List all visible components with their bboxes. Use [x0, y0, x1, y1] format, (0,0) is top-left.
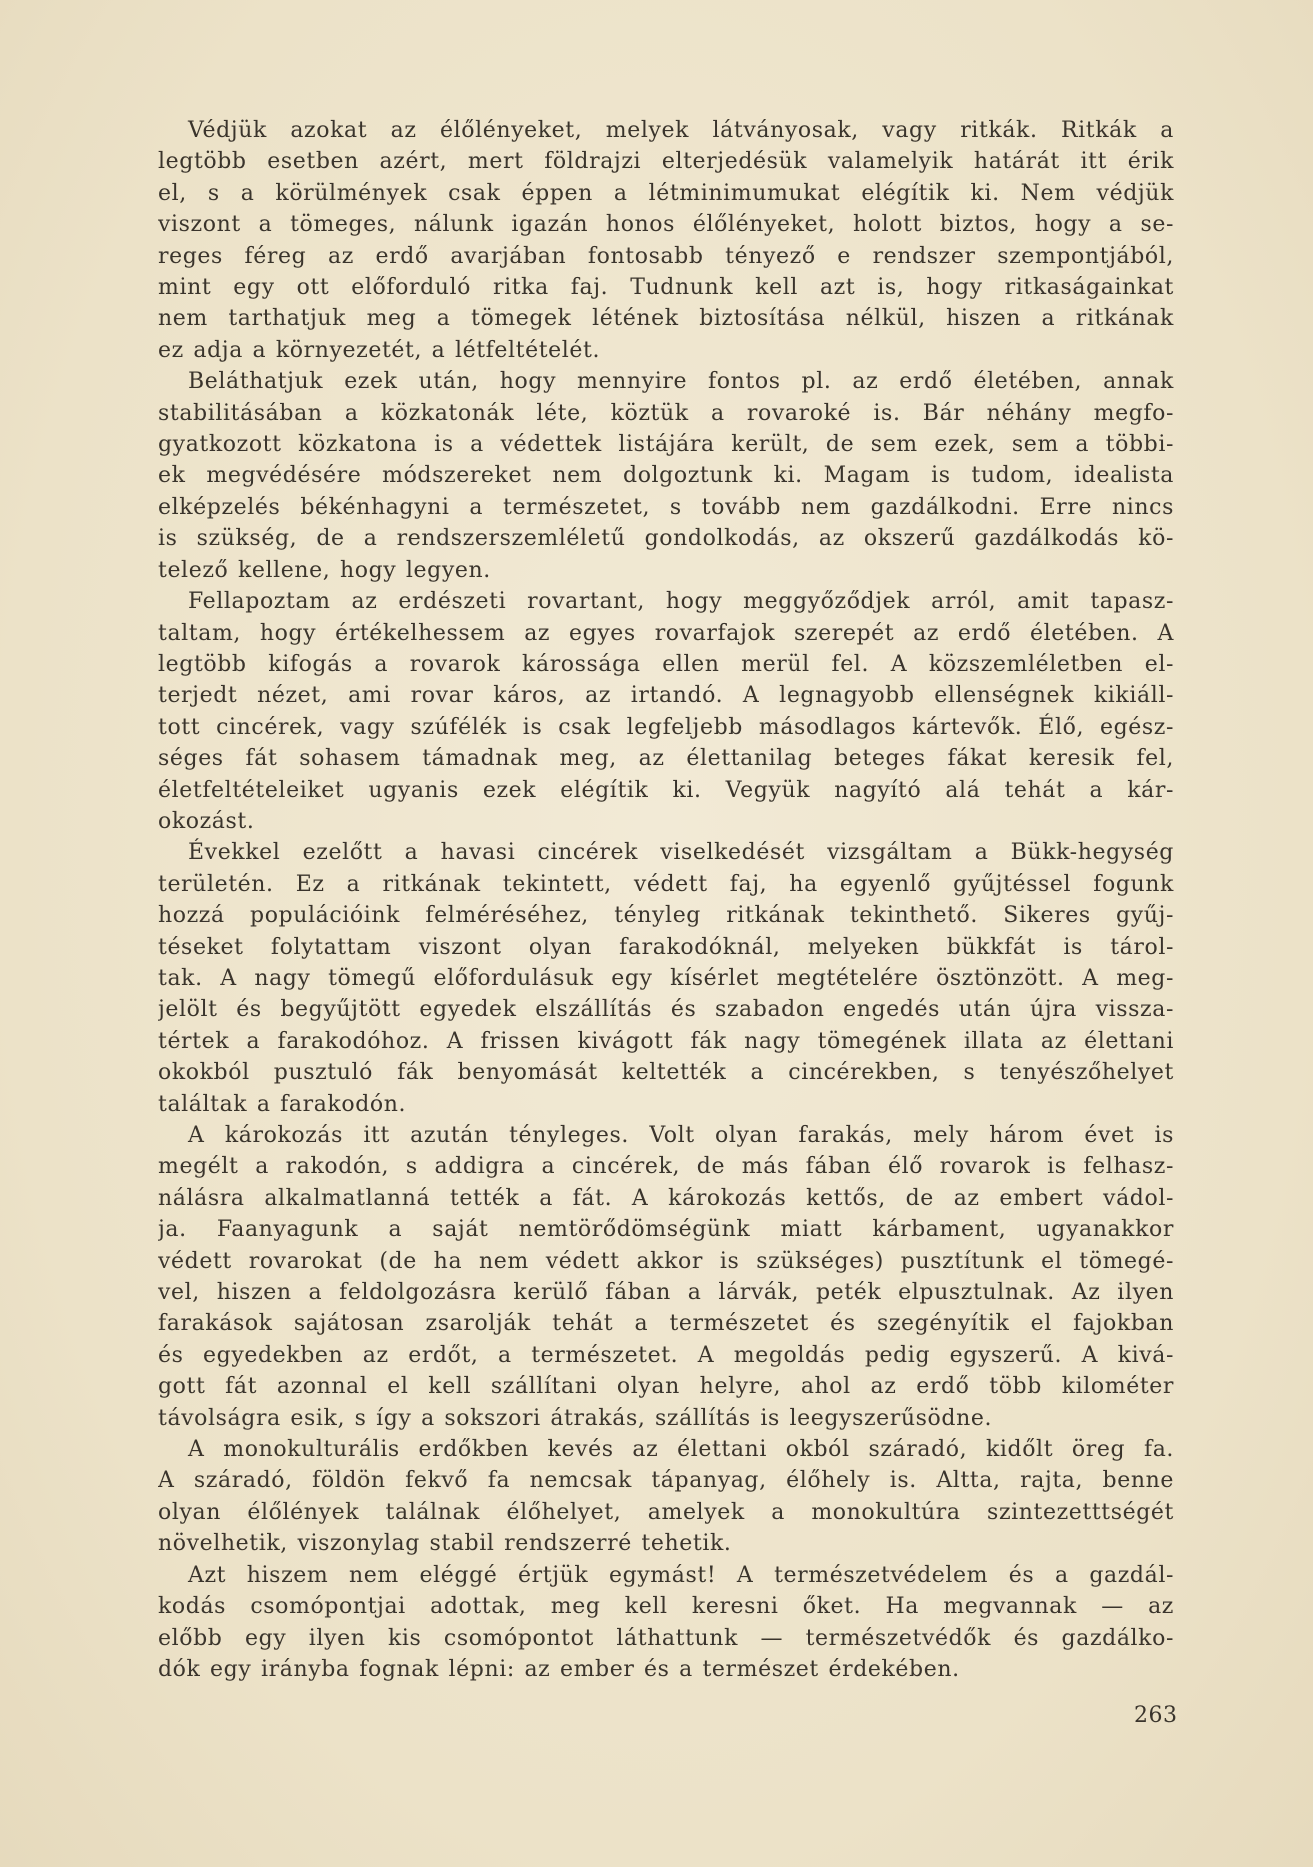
text-line: téseket folytattam viszont olyan farakodóknál, melyeken bükkfát is tárol-: [158, 934, 1174, 960]
body-text: [158, 115, 1174, 1685]
text-line: távolságra esik, s így a sokszori átrakás, szállítás is leegyszerűsödne.: [158, 1405, 993, 1431]
text-line: vel, hiszen a feldolgozásra kerülő fában a lárvák, peték elpusztulnak. Az ilyen: [158, 1280, 1174, 1306]
paragraph: [158, 1560, 1174, 1686]
text-line: A károkozás itt azután tényleges. Volt olyan farakás, mely három évet is: [188, 1123, 1174, 1148]
text-line: hozzá populációink felméréséhez, tényleg ritkának tekinthető. Sikeres gyűj-: [158, 903, 1174, 929]
paragraph: [158, 366, 1174, 586]
paragraph: [158, 586, 1174, 837]
text-line: viszont a tömeges, nálunk igazán honos élőlényeket, holott biztos, hogy a se-: [158, 212, 1174, 238]
text-line: okokból pusztuló fák benyomását keltették a cincérekben, s tenyészőhelyet: [158, 1060, 1174, 1086]
paragraph: [158, 837, 1174, 1120]
text-line: Fellapoztam az erdészeti rovartant, hogy meggyőződjek arról, amit tapasz-: [188, 589, 1174, 615]
page-number: 263: [1134, 1703, 1178, 1728]
text-line: tott cincérek, vagy szúfélék is csak legfeljebb másodlagos kártevők. Élő, egész-: [158, 714, 1174, 740]
text-line: mint egy ott előforduló ritka faj. Tudnunk kell azt is, hogy ritkaságainkat: [158, 275, 1174, 301]
text-line: tértek a farakodóhoz. A frissen kivágott fák nagy tömegének illata az élettani: [158, 1028, 1174, 1054]
text-line: védett rovarokat (de ha nem védett akkor is szükséges) pusztítunk el tömegé-: [158, 1248, 1174, 1274]
text-line: és egyedekben az erdőt, a természetet. A megoldás pedig egyszerű. A kivá-: [158, 1342, 1174, 1368]
text-line: séges fát sohasem támadnak meg, az élettanilag beteges fákat keresik fel,: [158, 746, 1174, 772]
text-line: ek megvédésére módszereket nem dolgoztunk ki. Magam is tudom, idealista: [158, 463, 1174, 489]
text-line: Beláthatjuk ezek után, hogy mennyire fontos pl. az erdő életében, annak: [188, 369, 1174, 395]
text-line: el, s a körülmények csak éppen a létminimumukat elégítik ki. Nem védjük: [158, 180, 1174, 206]
text-line: elképzelés békénhagyni a természetet, s tovább nem gazdálkodni. Erre nincs: [158, 494, 1174, 520]
text-line: Azt hiszem nem eléggé értjük egymást! A természetvédelem és a gazdál-: [188, 1562, 1174, 1588]
text-line: gyatkozott közkatona is a védettek listájára került, de sem ezek, sem a többi-: [158, 432, 1174, 458]
text-line: okozást.: [158, 808, 255, 834]
text-line: találtak a farakodón.: [158, 1091, 407, 1117]
text-line: farakások sajátosan zsarolják tehát a természetet és szegényítik el fajokban: [158, 1311, 1174, 1337]
text-line: növelhetik, viszonylag stabil rendszerré tehetik.: [158, 1531, 732, 1557]
text-line: területén. Ez a ritkának tekintett, védett faj, ha egyenlő gyűjtéssel fogunk: [158, 871, 1174, 897]
paragraph: [158, 1120, 1174, 1434]
text-line: A száradó, földön fekvő fa nemcsak tápanyag, élőhely is. Altta, rajta, benne: [158, 1468, 1174, 1494]
text-line: taltam, hogy értékelhessem az egyes rovarfajok szerepét az erdő életében. A: [158, 620, 1174, 646]
text-line: stabilitásában a közkatonák léte, köztük a rovaroké is. Bár néhány megfo-: [158, 400, 1174, 426]
text-line: kodás csomópontjai adottak, meg kell keresni őket. Ha megvannak — az: [158, 1594, 1174, 1620]
text-line: előbb egy ilyen kis csomópontot láthattunk — természetvédők és gazdálko-: [158, 1625, 1174, 1651]
text-line: Évekkel ezelőtt a havasi cincérek viselkedését vizsgáltam a Bükk-hegység: [188, 840, 1174, 866]
text-line: legtöbb kifogás a rovarok károssága ellen merül fel. A közszemléletben el-: [158, 651, 1174, 677]
text-line: ja. Faanyagunk a saját nemtörődömségünk miatt kárbament, ugyanakkor: [158, 1217, 1174, 1243]
text-line: dók egy irányba fognak lépni: az ember és a természet érdekében.: [158, 1656, 960, 1682]
text-line: terjedt nézet, ami rovar káros, az irtandó. A legnagyobb ellenségnek kikiáll-: [158, 683, 1174, 709]
text-line: reges féreg az erdő avarjában fontosabb tényező e rendszer szempontjából,: [158, 243, 1174, 269]
text-line: nem tarthatjuk meg a tömegek létének biztosítása nélkül, hiszen a ritkának: [158, 306, 1174, 332]
text-line: Védjük azokat az élőlényeket, melyek látványosak, vagy ritkák. Ritkák a: [188, 118, 1174, 143]
text-line: nálásra alkalmatlanná tették a fát. A károkozás kettős, de az embert vádol-: [158, 1185, 1174, 1211]
text-line: legtöbb esetben azért, mert földrajzi elterjedésük valamelyik határát itt érik: [158, 149, 1174, 175]
text-line: A monokulturális erdőkben kevés az élettani okból száradó, kidőlt öreg fa.: [188, 1437, 1174, 1463]
paragraph: [158, 1434, 1174, 1560]
text-line: megélt a rakodón, s addigra a cincérek, de más fában élő rovarok is felhasz-: [158, 1154, 1174, 1180]
text-line: is szükség, de a rendszerszemléletű gondolkodás, az okszerű gazdálkodás kö-: [158, 526, 1174, 552]
text-line: jelölt és begyűjtött egyedek elszállítás és szabadon engedés után újra vissza-: [158, 997, 1174, 1023]
text-line: olyan élőlények találnak élőhelyet, amelyek a monokultúra szintezetttségét: [158, 1499, 1174, 1525]
paragraph: [158, 115, 1174, 366]
text-line: életfeltételeiket ugyanis ezek elégítik ki. Vegyük nagyító alá tehát a kár-: [158, 777, 1174, 803]
text-line: tak. A nagy tömegű előfordulásuk egy kísérlet megtételére ösztönzött. A meg-: [158, 965, 1174, 991]
text-line: gott fát azonnal el kell szállítani olyan helyre, ahol az erdő több kilométer: [158, 1374, 1174, 1400]
text-line: telező kellene, hogy legyen.: [158, 557, 491, 583]
text-line: ez adja a környezetét, a létfeltételét.: [158, 337, 601, 363]
